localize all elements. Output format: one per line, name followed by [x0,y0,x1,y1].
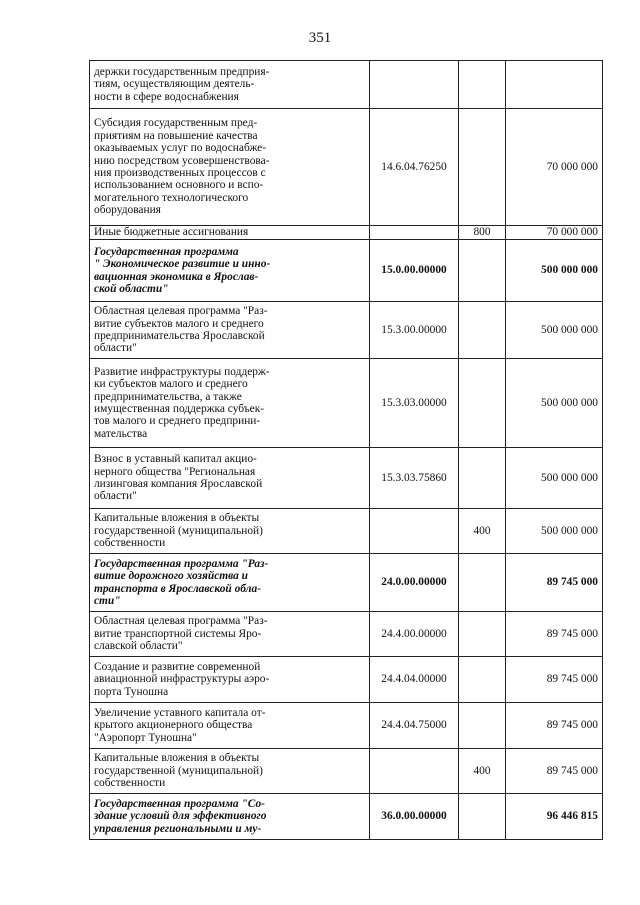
row-name-line: "Аэропорт Туношна" [94,731,197,744]
row-name-cell [90,109,370,226]
expense-type-cell [459,109,506,226]
row-name-line: ния производственных процессов с [94,167,266,179]
row-name-cell [90,226,370,240]
program-row [90,554,603,612]
row-name-line: Иные бюджетные ассигнования [94,226,249,239]
row-name-line: оборудования [94,204,161,217]
row-name-line: Областная целевая программа "Раз- [94,305,268,318]
row-name-line: предпринимательства, а также [94,390,242,403]
target-article-cell: 24.0.00.00000 [370,554,459,612]
table-row [90,612,603,657]
expense-type-cell: 400 [459,749,506,794]
row-name-line: крытого акционерного общества [94,719,253,732]
target-article-cell: 15.3.03.00000 [370,359,459,448]
row-name-line: мательства [94,427,148,440]
row-name-line: собственности [94,537,166,550]
row-name-line: могательного технологического [94,191,249,204]
row-name-line: оказываемых услуг по водоснабже- [94,142,267,155]
row-name-line: ности в сфере водоснабжения [94,90,239,103]
amount-cell [506,61,603,109]
expense-type-cell [459,359,506,448]
row-name-cell [90,240,370,302]
row-name-cell [90,612,370,657]
row-name-line: Областная целевая программа "Раз- [94,615,268,628]
expense-type-cell [459,448,506,509]
amount-cell: 89 745 000 [506,703,603,749]
row-name-line: области" [94,342,137,355]
row-name-line: витие субъектов малого и среднего [94,317,264,330]
target-article-cell [370,61,459,109]
row-name-cell [90,302,370,359]
row-name-line: государственной (муниципальной) [94,764,263,777]
row-name-cell [90,749,370,794]
target-article-cell [370,226,459,240]
budget-table-body [90,61,603,840]
table-row [90,359,603,448]
expense-type-cell: 800 [459,226,506,240]
row-name-line: лизинговая компания Ярославской [94,478,263,490]
target-article-cell: 15.3.00.00000 [370,302,459,359]
row-name-line: Субсидия государственным пред- [94,117,258,130]
table-row [90,448,603,509]
expense-type-cell [459,240,506,302]
target-article-cell: 24.4.04.00000 [370,657,459,703]
row-name-line: Создание и развитие современной [94,660,261,673]
table-row [90,109,603,226]
row-name-line: ской области" [94,282,169,295]
amount-cell: 96 446 815 [506,794,603,840]
table-row [90,302,603,359]
table-row [90,657,603,703]
row-name-line: предпринимательства Ярославской [94,330,265,342]
row-name-line: держки государственным предприя- [94,65,270,78]
target-article-cell: 24.4.00.00000 [370,612,459,657]
expense-type-cell: 400 [459,509,506,554]
row-name-line: приятиям на повышение качества [94,129,258,142]
table-row [90,509,603,554]
table-row [90,749,603,794]
row-name-line: Взнос в уставный капитал акцио- [94,453,257,466]
target-article-cell: 24.4.04.75000 [370,703,459,749]
row-name-line: сти" [94,594,121,607]
budget-table [89,60,603,840]
amount-cell: 500 000 000 [506,302,603,359]
amount-cell: 500 000 000 [506,240,603,302]
row-name-line: тов малого и среднего предприни- [94,415,261,428]
target-article-cell: 14.6.04.76250 [370,109,459,226]
amount-cell: 89 745 000 [506,554,603,612]
table-row [90,226,603,240]
amount-cell: 70 000 000 [506,109,603,226]
target-article-cell: 15.3.03.75860 [370,448,459,509]
amount-cell: 500 000 000 [506,509,603,554]
row-name-line: нерного общества "Региональная [94,465,256,478]
row-name-line: витие транспортной системы Яро- [94,627,262,640]
row-name-cell [90,703,370,749]
program-row [90,794,603,840]
row-name-line: имущественная поддержка субъек- [94,403,265,415]
expense-type-cell [459,302,506,359]
target-article-cell: 15.0.00.00000 [370,240,459,302]
row-name-line: Государственная программа "Раз- [94,557,269,570]
target-article-cell: 36.0.00.00000 [370,794,459,840]
row-name-line: государственной (муниципальной) [94,524,263,537]
expense-type-cell [459,612,506,657]
row-name-line: порта Туношна [94,685,169,698]
row-name-line: витие дорожного хозяйства и [94,570,248,583]
row-name-line: Государственная программа [94,245,239,258]
expense-type-cell [459,657,506,703]
expense-type-cell [459,703,506,749]
row-name-cell [90,448,370,509]
expense-type-cell [459,794,506,840]
row-name-line: управления региональными и му- [94,822,262,835]
row-name-line: славской области" [94,640,183,653]
row-name-cell [90,554,370,612]
row-name-line: Развитие инфраструктуры поддерж- [94,365,270,378]
row-name-line: Увеличение уставного капитала от- [94,706,266,719]
row-name-cell [90,657,370,703]
row-name-cell [90,61,370,109]
amount-cell: 89 745 000 [506,749,603,794]
table-row [90,61,603,109]
row-name-cell [90,359,370,448]
row-name-line: Капитальные вложения в объекты [94,752,260,765]
row-name-line: авиационной инфраструктуры аэро- [94,673,270,686]
row-name-line: использованием основного и вспо- [94,179,264,192]
row-name-line: " Экономическое развитие и инно- [94,258,271,271]
row-name-line: нию посредством усовершенствова- [94,154,270,167]
amount-cell: 89 745 000 [506,657,603,703]
target-article-cell [370,749,459,794]
amount-cell: 70 000 000 [506,226,603,240]
table-row [90,703,603,749]
row-name-line: собственности [94,777,166,790]
row-name-line: транспорта в Ярославской обла- [94,582,262,595]
expense-type-cell [459,554,506,612]
row-name-line: ки субъектов малого и среднего [94,378,248,391]
amount-cell: 500 000 000 [506,359,603,448]
row-name-line: здание условий для эффективного [94,810,267,823]
target-article-cell [370,509,459,554]
row-name-line: тиям, осуществляющим деятель- [94,78,255,91]
row-name-cell [90,794,370,840]
expense-type-cell [459,61,506,109]
row-name-line: области" [94,490,137,503]
amount-cell: 500 000 000 [506,448,603,509]
row-name-line: вационная экономика в Ярослав- [94,270,259,283]
row-name-line: Капитальные вложения в объекты [94,512,260,525]
row-name-line: Государственная программа "Со- [94,797,265,810]
amount-cell: 89 745 000 [506,612,603,657]
page-number: 351 [308,30,332,46]
row-name-cell [90,509,370,554]
program-row [90,240,603,302]
